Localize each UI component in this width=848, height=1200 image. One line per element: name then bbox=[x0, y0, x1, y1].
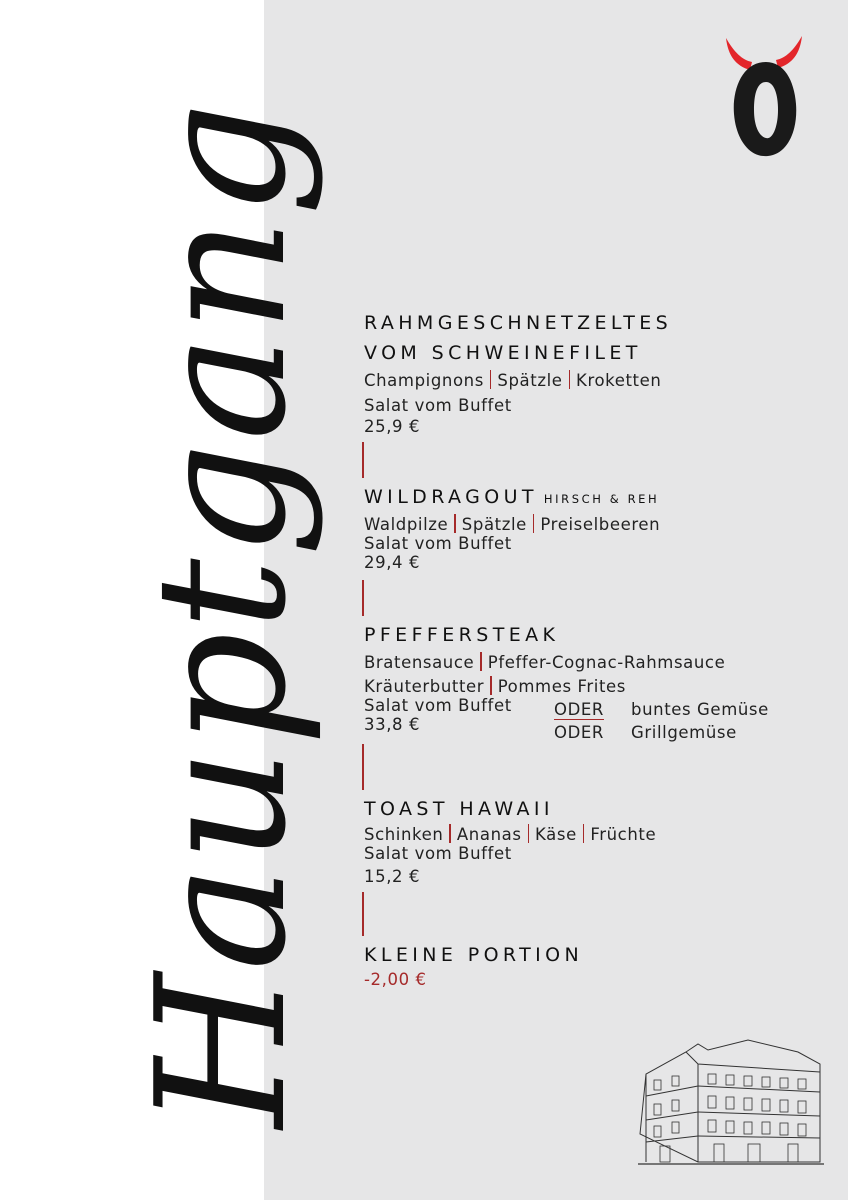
menu-item bbox=[364, 308, 834, 436]
separator bbox=[528, 824, 530, 843]
dish-title: KLEINE PORTION bbox=[364, 944, 584, 966]
separator bbox=[490, 370, 492, 389]
divider bbox=[362, 744, 364, 790]
separator bbox=[480, 652, 482, 671]
dish-title-line2: VOM SCHWEINEFILET bbox=[364, 342, 642, 364]
side-item: Kräuterbutter bbox=[364, 677, 485, 696]
page-title: Hauptgang bbox=[118, 99, 325, 1129]
side-item: Kroketten bbox=[576, 371, 662, 390]
side-item: Käse bbox=[535, 825, 577, 844]
dish-price: -2,00 € bbox=[364, 970, 427, 989]
dish-sides bbox=[364, 824, 834, 844]
dish-price: 29,4 € bbox=[364, 553, 421, 572]
option-grill: Grillgemüse bbox=[631, 723, 737, 742]
side-item: Spätzle bbox=[497, 371, 563, 390]
dish-sides bbox=[364, 514, 834, 534]
separator bbox=[583, 824, 585, 843]
side-item: Früchte bbox=[590, 825, 657, 844]
logo-icon bbox=[722, 32, 806, 162]
dish-salad: Salat vom Buffet bbox=[364, 396, 512, 415]
side-item: Waldpilze bbox=[364, 515, 449, 534]
oder-label: ODER bbox=[554, 723, 604, 742]
dish-subtitle: HIRSCH & REH bbox=[543, 492, 660, 506]
dish-price: 33,8 € bbox=[364, 715, 421, 734]
dish-title: TOAST HAWAII bbox=[364, 798, 554, 820]
side-item: Ananas bbox=[456, 825, 522, 844]
sauce-item: Bratensauce bbox=[364, 653, 475, 672]
divider bbox=[362, 892, 364, 936]
menu-item bbox=[364, 482, 834, 572]
divider bbox=[362, 442, 364, 478]
menu-panel bbox=[264, 0, 848, 1200]
dish-sides bbox=[364, 370, 834, 390]
separator bbox=[454, 514, 456, 533]
separator bbox=[490, 676, 492, 695]
dish-title-row bbox=[364, 482, 834, 514]
dish-title: PFEFFERSTEAK bbox=[364, 624, 560, 646]
separator bbox=[533, 514, 535, 533]
menu-item bbox=[364, 940, 834, 989]
building-sketch-icon bbox=[638, 1034, 824, 1168]
option-vegetables: buntes Gemüse bbox=[631, 700, 769, 719]
separator bbox=[569, 370, 571, 389]
dish-salad: Salat vom Buffet bbox=[364, 696, 512, 715]
side-item: Preiselbeeren bbox=[540, 515, 661, 534]
side-item: Pommes Frites bbox=[497, 677, 626, 696]
dish-sides bbox=[364, 676, 834, 696]
sauce-item: Pfeffer-Cognac-Rahmsauce bbox=[487, 653, 726, 672]
dish-title: RAHMGESCHNETZELTES bbox=[364, 312, 673, 334]
side-item: Champignons bbox=[364, 371, 484, 390]
side-item: Schinken bbox=[364, 825, 444, 844]
dish-salad: Salat vom Buffet bbox=[364, 844, 512, 863]
menu-item bbox=[364, 794, 834, 886]
dish-price: 15,2 € bbox=[364, 867, 421, 886]
oder-label: ODER bbox=[554, 700, 604, 719]
dish-price: 25,9 € bbox=[364, 417, 421, 436]
dish-sauces bbox=[364, 652, 834, 672]
dish-title: WILDRAGOUT bbox=[364, 486, 538, 508]
separator bbox=[449, 824, 451, 843]
divider bbox=[362, 580, 364, 616]
side-item: Spätzle bbox=[461, 515, 527, 534]
dish-salad: Salat vom Buffet bbox=[364, 534, 512, 553]
